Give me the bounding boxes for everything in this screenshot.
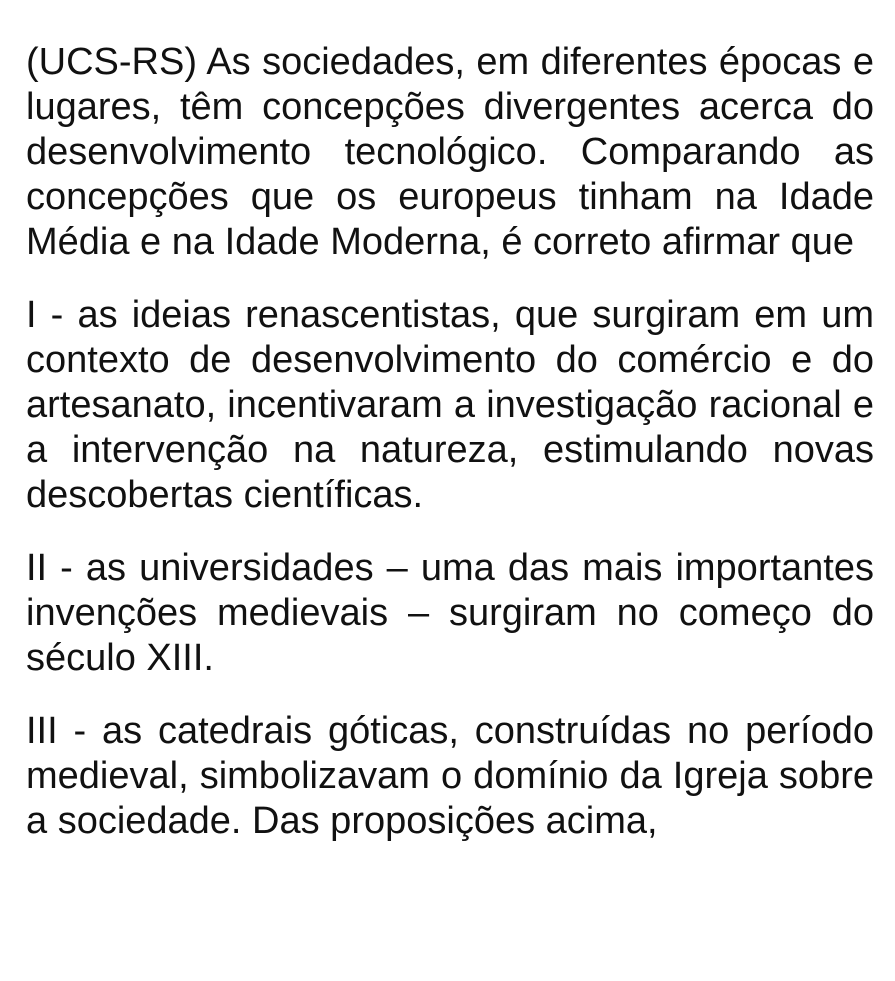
question-intro: (UCS-RS) As sociedades, em diferentes épocas e lugares, têm concepções divergentes acerca do desenvolvimento tecnológico. Comparando as concepções que os europeus tinham na Idade Média e na Idade Moderna, é correto afirmar que — [26, 41, 874, 263]
question-text — [26, 40, 874, 872]
proposition-iii: III - as catedrais góticas, construídas no período medieval, simbolizavam o domínio da Igreja sobre a sociedade. Das proposições acima, — [26, 710, 874, 842]
proposition-i: I - as ideias renascentistas, que surgiram em um contexto de desenvolvimento do comércio e do artesanato, incentivaram a investigação racional e a intervenção na natureza, estimulando novas descobertas científicas. — [26, 294, 874, 516]
proposition-ii: II - as universidades – uma das mais importantes invenções medievais – surgiram no começo do século XIII. — [26, 547, 874, 679]
